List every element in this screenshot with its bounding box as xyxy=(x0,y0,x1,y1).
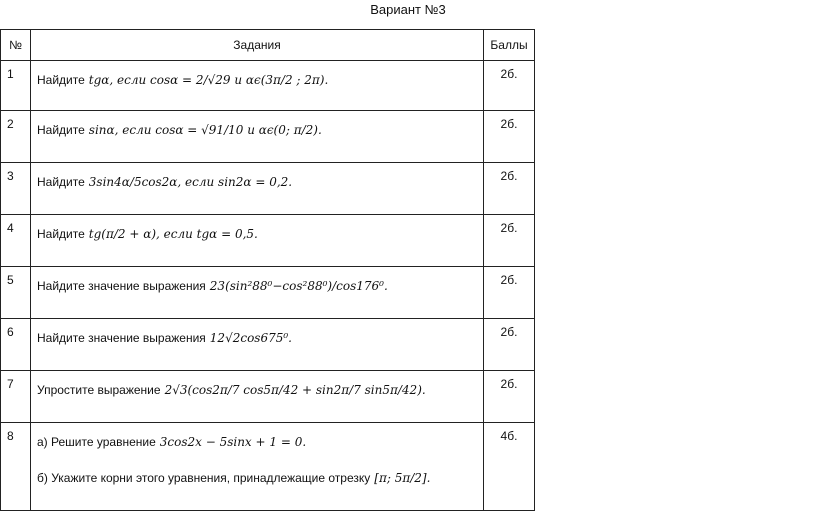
task-text: Найдите значение выражения xyxy=(37,331,206,345)
task-math: 3sin4α/5cos2α, если sin2α = 0,2. xyxy=(88,175,293,189)
row-task xyxy=(31,371,484,423)
row-task xyxy=(31,267,484,319)
row-task xyxy=(31,215,484,267)
task-text: Найдите xyxy=(37,175,85,189)
task-math-b: [π; 5π/2]. xyxy=(374,471,431,485)
task-text: Найдите xyxy=(37,123,85,137)
task-math: tgα, если cosα = 2/√29 и αϵ(3π/2 ; 2π). xyxy=(88,73,329,87)
row-num: 5 xyxy=(1,267,31,319)
row-task xyxy=(31,163,484,215)
row-points: 2б. xyxy=(484,371,535,423)
row-num: 3 xyxy=(1,163,31,215)
task-text: Найдите значение выражения xyxy=(37,279,206,293)
table-row xyxy=(1,371,535,423)
row-points: 2б. xyxy=(484,163,535,215)
task-math: 23(sin²88⁰−cos²88⁰)/cos176⁰. xyxy=(209,279,388,293)
header-points: Баллы xyxy=(484,30,535,61)
task-math: tg(π/2 + α), если tgα = 0,5. xyxy=(88,227,258,241)
row-points: 2б. xyxy=(484,111,535,163)
task-text: а) Решите уравнение xyxy=(37,435,156,449)
row-points: 2б. xyxy=(484,61,535,111)
table-row xyxy=(1,423,535,511)
row-task xyxy=(31,423,484,511)
row-num: 6 xyxy=(1,319,31,371)
row-num: 2 xyxy=(1,111,31,163)
table-row xyxy=(1,215,535,267)
tasks-table xyxy=(0,29,535,511)
task-text: Упростите выражение xyxy=(37,383,161,397)
task-math: 3cos2x − 5sinx + 1 = 0. xyxy=(159,435,307,449)
table-row xyxy=(1,111,535,163)
task-text: Найдите xyxy=(37,227,85,241)
task-text-b: б) Укажите корни этого уравнения, принадлежащие отрезку xyxy=(37,471,371,485)
header-task: Задания xyxy=(31,30,484,61)
table-row xyxy=(1,319,535,371)
row-task xyxy=(31,319,484,371)
row-points: 4б. xyxy=(484,423,535,511)
header-num: № xyxy=(1,30,31,61)
row-num: 1 xyxy=(1,61,31,111)
task-math: 12√2cos675⁰. xyxy=(209,331,292,345)
task-text: Найдите xyxy=(37,73,85,87)
table-row xyxy=(1,163,535,215)
task-math: sinα, если cosα = √91/10 и αϵ(0; π/2). xyxy=(88,123,322,137)
row-num: 8 xyxy=(1,423,31,511)
row-task xyxy=(31,111,484,163)
row-points: 2б. xyxy=(484,267,535,319)
row-num: 7 xyxy=(1,371,31,423)
page-title: Вариант №3 xyxy=(370,2,446,17)
table-row xyxy=(1,61,535,111)
row-num: 4 xyxy=(1,215,31,267)
table-row xyxy=(1,267,535,319)
row-points: 2б. xyxy=(484,319,535,371)
table-header-row xyxy=(1,30,535,61)
task-math: 2√3(cos2π/7 cos5π/42 + sin2π/7 sin5π/42). xyxy=(164,383,426,397)
row-task xyxy=(31,61,484,111)
row-points: 2б. xyxy=(484,215,535,267)
